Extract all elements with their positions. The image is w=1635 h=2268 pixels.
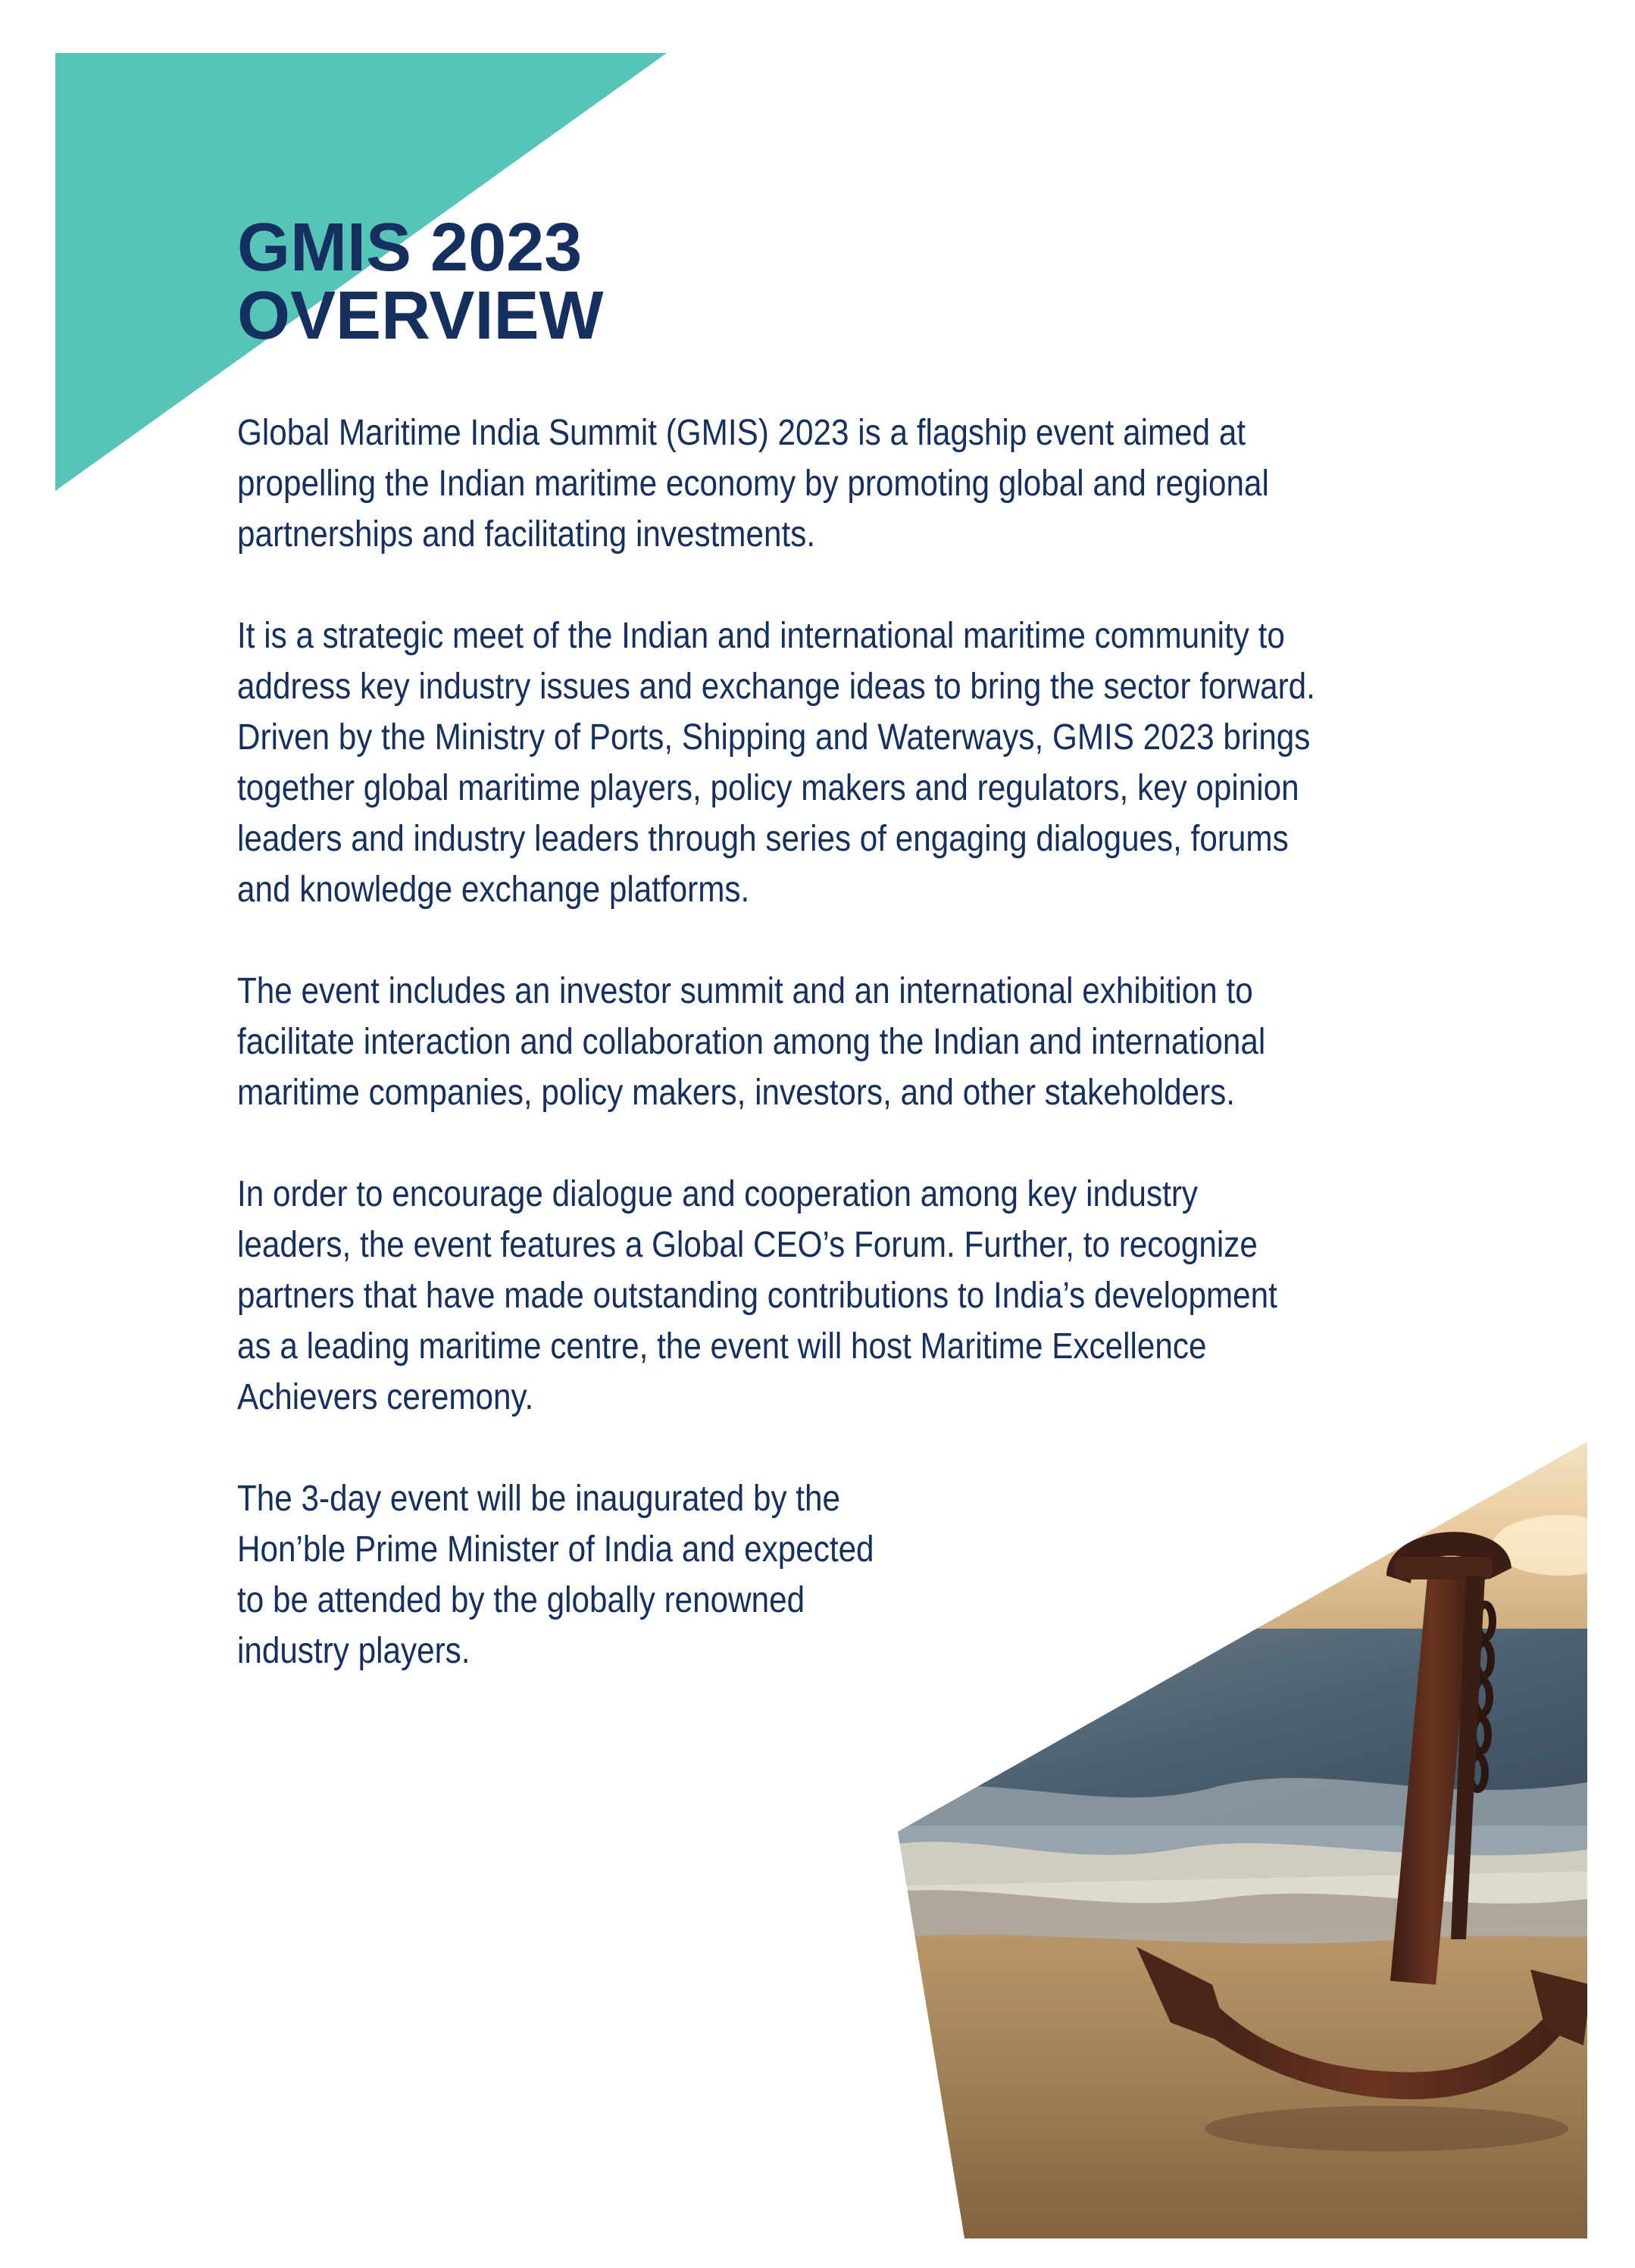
paragraph-ceo-forum: In order to encourage dialogue and cooperation among key industry leaders, the event features a Global CEO’s Forum. Further, to recognize partners that have made outstanding contributions to India’s development as a leading maritime centre, the event will host Maritime Excellence Achievers ceremony. [237, 1174, 1277, 1417]
paragraph-strategic-meet: It is a strategic meet of the Indian and international maritime community to address key industry issues and exchange ideas to bring the sector forward. Driven by the Ministry of Ports, Shipping and Waterways, GMIS 2023 brings together global maritime players, policy makers and regulators, key opinion leaders and industry leaders through series of engaging dialogues, forums and knowledge exchange platforms. [237, 616, 1315, 910]
paragraph-investor-summit: The event includes an investor summit and an international exhibition to facilitate interaction and collaboration among the Indian and international maritime companies, policy makers, investors, and other stakeholders. [237, 971, 1266, 1113]
paragraph-intro: Global Maritime India Summit (GMIS) 2023 is a flagship event aimed at propelling the Indian maritime economy by promoting global and regional partnerships and facilitating investments. [237, 413, 1269, 555]
paragraph-inauguration: The 3-day event will be inaugurated by the Hon’ble Prime Minister of India and expected to be attended by the globally renowned industry players. [237, 1479, 874, 1671]
page-title: GMIS 2023 OVERVIEW [237, 210, 604, 354]
